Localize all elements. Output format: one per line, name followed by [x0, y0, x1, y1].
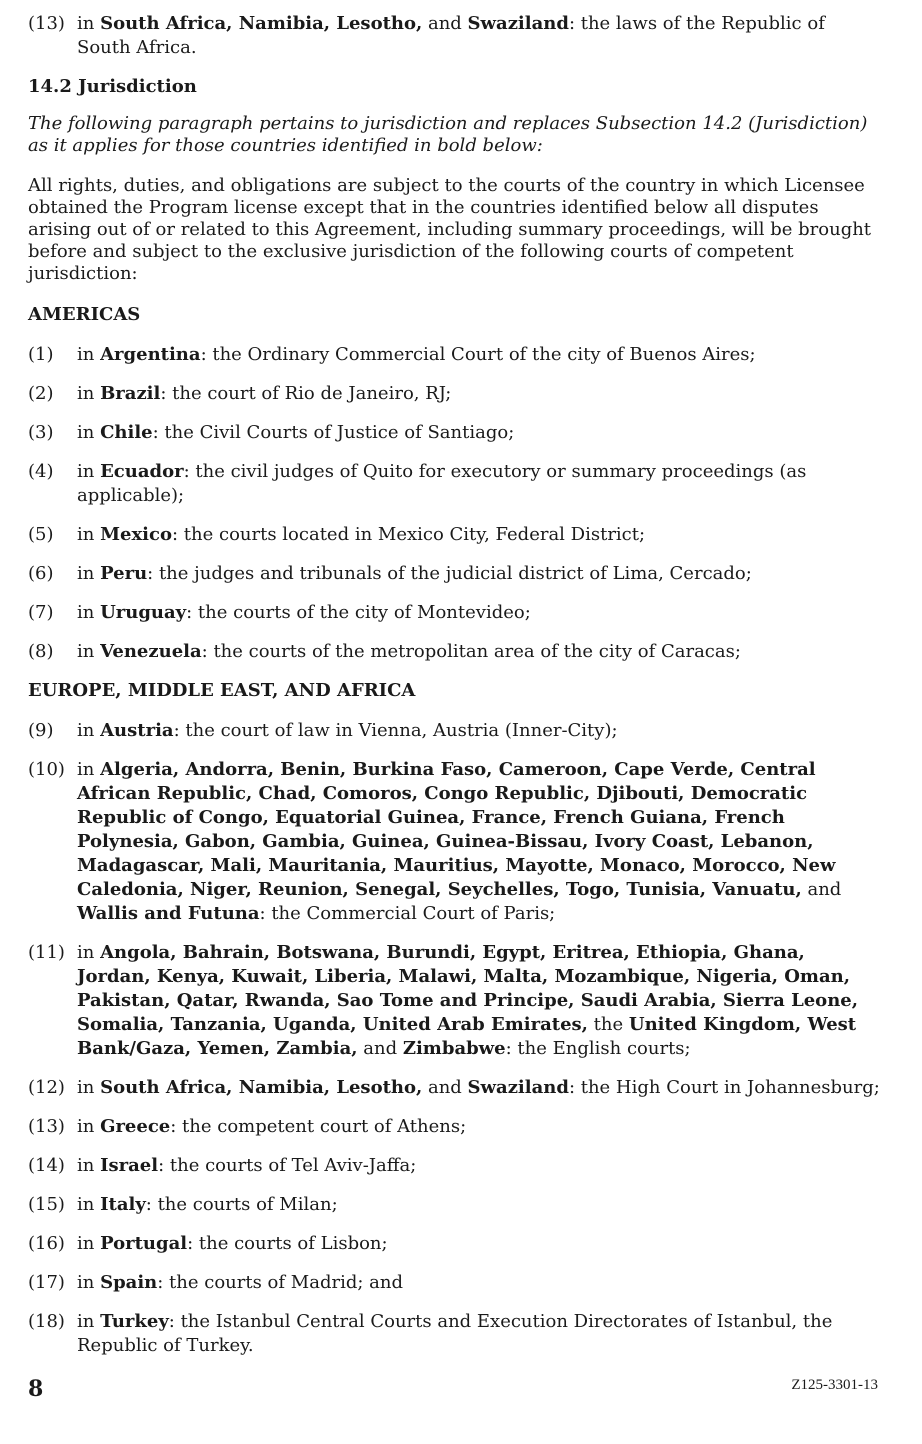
intro-paragraph: The following paragraph pertains to jurisdiction and replaces Subsection 14.2 (Jurisdiction) as it applies for those countries identified in bold below:: [28, 113, 868, 156]
item-text-fragment: in: [77, 461, 101, 482]
item-number: (17): [28, 1272, 65, 1293]
item-text-fragment: : the courts of the city of Montevideo;: [186, 602, 531, 623]
item-text-fragment: in: [77, 563, 101, 584]
country-name: South Africa, Namibia, Lesotho,: [100, 13, 423, 34]
item-text-fragment: in: [77, 383, 101, 404]
item-text-fragment: and: [357, 1038, 403, 1059]
americas-heading: AMERICAS: [28, 304, 141, 325]
item-number: (3): [28, 422, 54, 443]
item-text-fragment: : the courts of Milan;: [145, 1194, 338, 1215]
item-text-fragment: in: [77, 1233, 101, 1254]
item-text: [77, 601, 880, 625]
country-name: Austria: [100, 720, 174, 741]
list-item: [28, 1115, 880, 1139]
country-name: Venezuela: [100, 641, 202, 662]
item-text: [77, 719, 880, 743]
item-text-fragment: and: [422, 13, 468, 34]
emea-list: [28, 719, 880, 1358]
item-text: [77, 12, 880, 60]
country-name: Algeria, Andorra, Benin, Burkina Faso, Cameroon, Cape Verde, Central African Republic, Chad, Comoros, Congo Republic, Djibouti, Democratic Republic of Congo, Equatorial Guinea, France, French Guiana, French Polynesia, Gabon, Gambia, Guinea, Guinea-Bissau, Ivory Coast, Lebanon, Madagascar, Mali, Mauritania, Mauritius, Mayotte, Monaco, Morocco, New Caledonia, Niger, Reunion, Senegal, Seychelles, Togo, Tunisia, Vanuatu,: [77, 759, 836, 900]
item-text-fragment: in: [77, 720, 101, 741]
item-text-fragment: in: [77, 1116, 101, 1137]
country-name: Wallis and Futuna: [77, 903, 260, 924]
country-name: Mexico: [100, 524, 172, 545]
item-number: (13): [28, 1116, 65, 1137]
item-text-fragment: in: [77, 13, 101, 34]
list-item: [28, 382, 880, 406]
country-name: Zimbabwe: [402, 1038, 506, 1059]
country-name: Argentina: [100, 344, 201, 365]
list-item: [28, 1193, 880, 1217]
country-name: Angola, Bahrain, Botswana, Burundi, Egypt, Eritrea, Ethiopia, Ghana, Jordan, Kenya, Kuwait, Liberia, Malawi, Malta, Mozambique, Nigeria, Oman, Pakistan, Qatar, Rwanda, Sao Tome and Principe, Saudi Arabia, Sierra Leone, Somalia, Tanzania, Uganda, United Arab Emirates,: [77, 942, 858, 1035]
list-item: [28, 1232, 880, 1256]
item-number: (5): [28, 524, 54, 545]
country-name: Spain: [100, 1272, 158, 1293]
item-text-fragment: : the courts located in Mexico City, Federal District;: [172, 524, 646, 545]
list-item: [28, 562, 880, 586]
country-name: Greece: [100, 1116, 171, 1137]
item-number: (2): [28, 383, 54, 404]
item-text-fragment: in: [77, 1155, 101, 1176]
country-name: Portugal: [100, 1233, 188, 1254]
item-text: [77, 1310, 880, 1358]
item-text-fragment: and: [422, 1077, 468, 1098]
item-text: [77, 1076, 880, 1100]
item-text: [77, 941, 880, 1061]
list-item: [28, 343, 880, 367]
document-page: [28, 12, 880, 1373]
item-text-fragment: and: [801, 879, 842, 900]
item-text-fragment: : the judges and tribunals of the judicial district of Lima, Cercado;: [147, 563, 752, 584]
item-text-fragment: : the Civil Courts of Justice of Santiago;: [152, 422, 515, 443]
country-name: Italy: [100, 1194, 146, 1215]
item-text-fragment: : the Commercial Court of Paris;: [259, 903, 556, 924]
country-name: Brazil: [100, 383, 161, 404]
item-text-fragment: : the courts of Madrid; and: [157, 1272, 403, 1293]
item-text: [77, 640, 880, 664]
item-number: (13): [28, 13, 65, 34]
body-paragraph: All rights, duties, and obligations are subject to the courts of the country in which Licensee obtained the Program license except that in the countries identified below all disputes arising out of or related to this Agreement, including summary proceedings, will be brought before and subject to the exclusive jurisdiction of the following courts of competent jurisdiction:: [28, 175, 872, 284]
item-text-fragment: in: [77, 942, 101, 963]
item-text-fragment: : the laws of the Republic of South Africa.: [77, 13, 825, 58]
item-text-fragment: in: [77, 422, 101, 443]
item-text: [77, 460, 880, 508]
item-text-fragment: in: [77, 759, 101, 780]
item-number: (8): [28, 641, 54, 662]
item-text-fragment: : the civil judges of Quito for executory or summary proceedings (as applicable);: [77, 461, 807, 506]
item-text: [77, 343, 880, 367]
item-text: [77, 1115, 880, 1139]
item-text: [77, 382, 880, 406]
item-text-fragment: : the High Court in Johannesburg;: [568, 1077, 880, 1098]
item-text-fragment: in: [77, 1077, 101, 1098]
list-item: [28, 719, 880, 743]
americas-list: [28, 343, 880, 664]
country-name: Peru: [100, 563, 148, 584]
item-number: (15): [28, 1194, 65, 1215]
item-number: (6): [28, 563, 54, 584]
list-item: [28, 941, 880, 1061]
item-text: [77, 523, 880, 547]
item-text: [77, 1193, 880, 1217]
item-text-fragment: : the Istanbul Central Courts and Execution Directorates of Istanbul, the Republic of Turkey.: [77, 1311, 833, 1356]
document-code: Z125-3301-13: [791, 1377, 878, 1393]
list-item: [28, 1076, 880, 1100]
item-number: (11): [28, 942, 65, 963]
list-item: [28, 601, 880, 625]
list-item: [28, 1154, 880, 1178]
country-name: Uruguay: [100, 602, 187, 623]
item-text-fragment: : the courts of the metropolitan area of the city of Caracas;: [201, 641, 741, 662]
item-text-fragment: in: [77, 344, 101, 365]
list-item: [28, 758, 880, 926]
item-text: [77, 1154, 880, 1178]
item-text: [77, 1271, 880, 1295]
item-number: (10): [28, 759, 65, 780]
item-text-fragment: in: [77, 1311, 101, 1332]
item-text-fragment: in: [77, 524, 101, 545]
item-text-fragment: in: [77, 641, 101, 662]
item-text: [77, 1232, 880, 1256]
list-item: [28, 1271, 880, 1295]
item-number: (1): [28, 344, 54, 365]
item-text-fragment: in: [77, 1272, 101, 1293]
item-number: (18): [28, 1311, 65, 1332]
item-text-fragment: : the English courts;: [505, 1038, 691, 1059]
item-text-fragment: : the court of law in Vienna, Austria (Inner-City);: [173, 720, 618, 741]
country-name: Swaziland: [467, 1077, 569, 1098]
country-name: Turkey: [100, 1311, 169, 1332]
item-text-fragment: : the courts of Lisbon;: [187, 1233, 388, 1254]
list-item: [28, 1310, 880, 1358]
emea-heading: EUROPE, MIDDLE EAST, AND AFRICA: [28, 680, 416, 701]
country-name: South Africa, Namibia, Lesotho,: [100, 1077, 423, 1098]
country-name: Israel: [100, 1155, 159, 1176]
list-item: [28, 421, 880, 445]
item-text: [77, 421, 880, 445]
item-text: [77, 562, 880, 586]
item-text-fragment: the: [587, 1014, 629, 1035]
item-text-fragment: in: [77, 602, 101, 623]
item-text: [77, 758, 880, 926]
item-text-fragment: : the courts of Tel Aviv-Jaffa;: [158, 1155, 417, 1176]
item-number: (4): [28, 461, 54, 482]
item-number: (9): [28, 720, 54, 741]
item-text-fragment: : the court of Rio de Janeiro, RJ;: [160, 383, 452, 404]
list-item: [28, 12, 880, 60]
item-number: (16): [28, 1233, 65, 1254]
item-number: (7): [28, 602, 54, 623]
item-text-fragment: in: [77, 1194, 101, 1215]
item-text-fragment: : the Ordinary Commercial Court of the city of Buenos Aires;: [200, 344, 756, 365]
page-number: 8: [28, 1376, 44, 1402]
list-item: [28, 460, 880, 508]
country-name: Swaziland: [467, 13, 569, 34]
section-heading: 14.2 Jurisdiction: [28, 76, 197, 97]
country-name: United Kingdom, West Bank/Gaza, Yemen, Zambia,: [77, 1014, 857, 1059]
country-name: Ecuador: [100, 461, 184, 482]
list-item: [28, 523, 880, 547]
list-item: [28, 640, 880, 664]
item-number: (12): [28, 1077, 65, 1098]
item-text-fragment: : the competent court of Athens;: [170, 1116, 467, 1137]
item-number: (14): [28, 1155, 65, 1176]
country-name: Chile: [100, 422, 153, 443]
